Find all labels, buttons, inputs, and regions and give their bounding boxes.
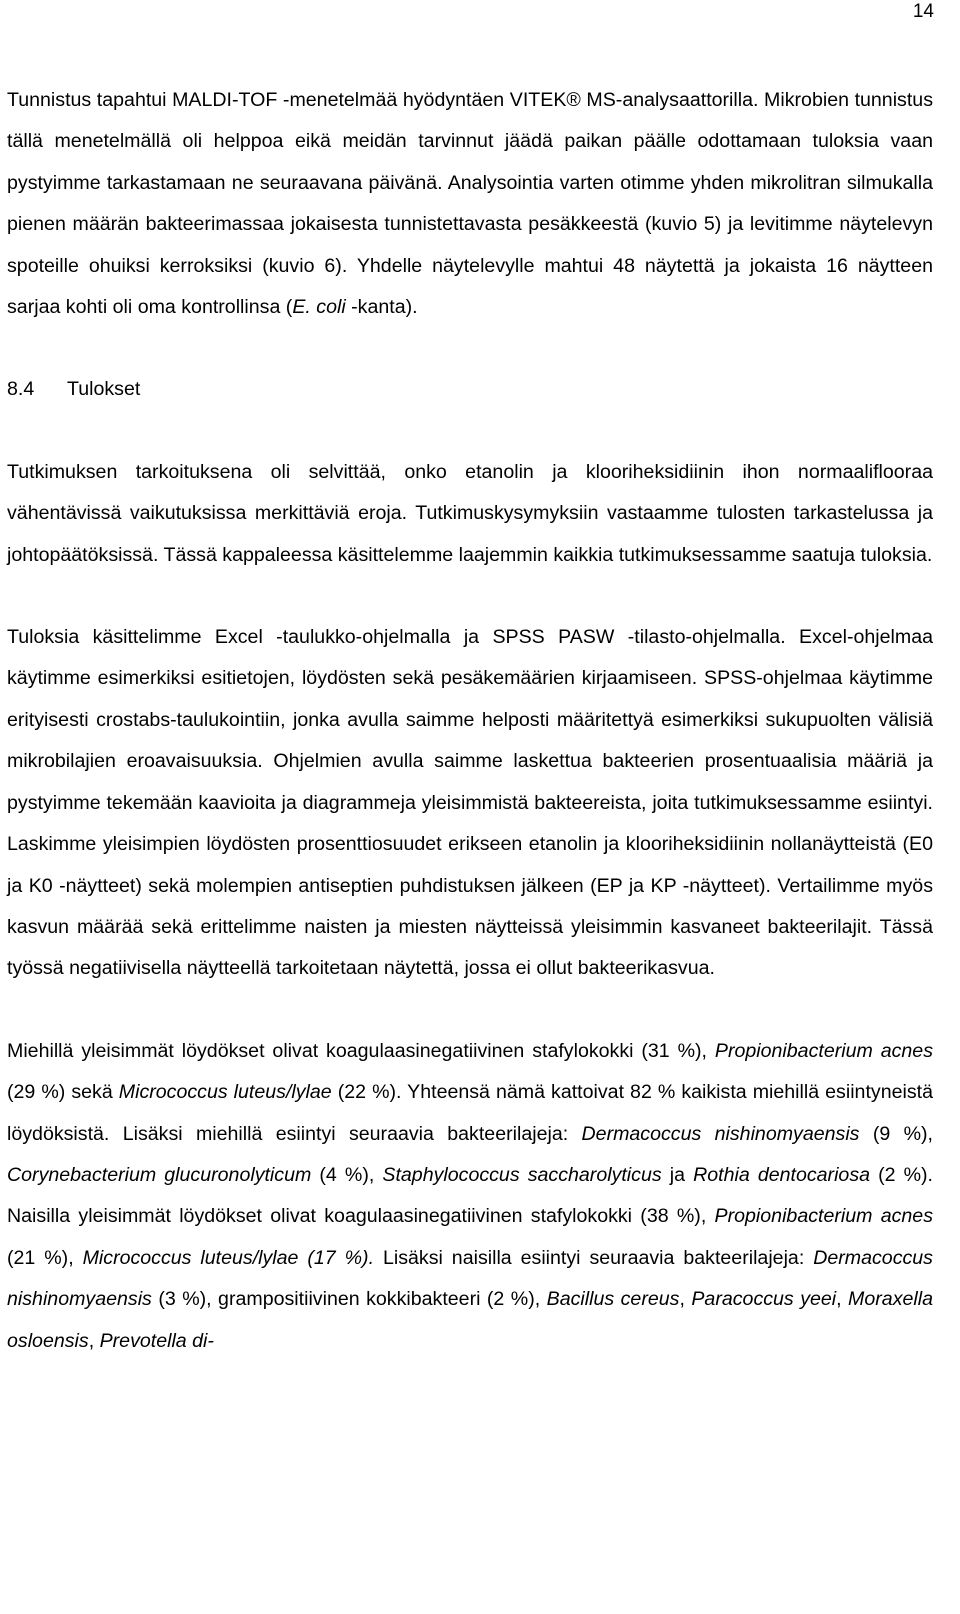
paragraph-text: Miehillä yleisimmät löydökset olivat koagulaasinegatiivinen stafylokokki (31 %), <box>7 1039 715 1062</box>
paragraph-text: (29 %) sekä <box>7 1081 119 1104</box>
paragraph-text: Tunnistus tapahtui MALDI-TOF -menetelmää hyödyntäen VITEK® MS-analysaattorilla. Mikrobien tunnistus tällä menetelmällä oli helppoa eikä meidän tarvinnut jäädä paikan päälle odottamaan tuloksia vaan pystyimme tarkastamaan ne seuraavana päivänä. Analysointia varten otimme yhden mikrolitran silmukalla pienen määrän bakteerimassaa jokaisesta tunnistettavasta pesäkkeestä (kuvio 5) ja levitimme näytelevyn spoteille ohuiksi kerroksiksi (kuvio 6). Yhdelle näytelevylle mahtui 48 näytettä ja jokaista 16 näytteen sarjaa kohti oli oma kontrollinsa ( <box>7 89 933 319</box>
species-name: Paracoccus yeei <box>691 1288 837 1311</box>
paragraph-purpose: Tutkimuksen tarkoituksena oli selvittää, onko etanolin ja klooriheksidiinin ihon normaaliflooraa vähentävissä vaikutuksissa merkittäviä eroja. Tutkimuskysymyksiin vastaamme tulosten tarkastelussa ja johtopäätöksissä. Tässä kappaleessa käsittelemme laajemmin kaikkia tutkimuksessamme saatuja tuloksia. <box>7 460 933 566</box>
paragraph-text: (21 %), <box>7 1246 83 1269</box>
paragraph-text: , <box>679 1288 692 1311</box>
species-name: Staphylococcus saccharolyticus <box>382 1163 662 1186</box>
paragraph-data-processing: Tuloksia käsittelimme Excel -taulukko-ohjelmalla ja SPSS PASW -tilasto-ohjelmalla. Excel-ohjelmaa käytimme esimerkiksi esitietojen, löydösten sekä pesäkemäärien kirjaamiseen. SPSS-ohjelmaa käytimme erityisesti crostabs-taulukointiin, jonka avulla saimme helposti määritettyä esimerkiksi sukupuolten välisiä mikrobilajien eroavaisuuksia. Ohjelmien avulla saimme laskettua bakteerien prosentuaalisia määriä ja pystyimme tekemään kaavioita ja diagrammeja yleisimmistä bakteereista, joita tutkimuksessamme esiintyi. Laskimme yleisimpien löydösten prosenttiosuudet erikseen etanolin ja klooriheksidiinin nollanäytteistä (E0 ja K0 -näytteet) sekä molempien antiseptien puhdistuksen jälkeen (EP ja KP -näytteet). Vertailimme myös kasvun määrää sekä erittelimme naisten ja miesten näytteissä yleisimmin kasvaneet bakteerilajit. Tässä työssä negatiivisella näytteellä tarkoitetaan näytettä, jossa ei ollut bakteerikasvua. <box>7 626 933 980</box>
species-name: Micrococcus luteus/lylae (17 %). <box>82 1246 375 1269</box>
species-name: Bacillus cereus <box>546 1288 680 1311</box>
species-name: Moraxella osloensis <box>7 1288 933 1352</box>
paragraph-text: (4 %), <box>311 1163 383 1186</box>
species-name: Corynebacterium glucuronolyticum <box>7 1163 312 1186</box>
paragraph-text: (3 %), grampositiivinen kokkibakteeri (2 %), <box>151 1288 547 1311</box>
species-name: Propionibacterium acnes <box>714 1205 933 1228</box>
document-body <box>7 80 933 1362</box>
species-name: Dermacoccus nishinomyaensis <box>581 1122 860 1145</box>
section-heading <box>7 369 933 410</box>
paragraph-text: , <box>88 1329 100 1352</box>
paragraph-text: (22 %). Yhteensä nämä kattoivat 82 % kaikista miehillä esiintyneistä löydöksistä. Lisäksi miehillä esiintyi seuraavia bakteerilajeja: <box>7 1081 933 1145</box>
paragraph-text: (9 %), <box>859 1122 933 1145</box>
paragraph-text: , <box>836 1288 849 1311</box>
species-name: Propionibacterium acnes <box>714 1039 933 1062</box>
paragraph-findings <box>7 1031 933 1362</box>
paragraph-text: (2 %). Naisilla yleisimmät löydökset olivat koagulaasinegatiivinen stafylokokki (38 %), <box>7 1163 934 1228</box>
paragraph-text: -kanta). <box>345 296 418 319</box>
species-name: Rothia dentocariosa <box>693 1163 871 1186</box>
species-name: Dermacoccus nishinomyaensis <box>7 1246 933 1311</box>
species-name: Prevotella di- <box>99 1329 214 1352</box>
paragraph-text: ja <box>661 1163 694 1186</box>
page-number: 14 <box>912 1 934 22</box>
paragraph-text: Lisäksi naisilla esiintyi seuraavia bakteerilajeja: <box>374 1246 814 1269</box>
section-title: Tulokset <box>67 378 141 401</box>
species-name: Micrococcus luteus/lylae <box>118 1081 332 1104</box>
species-name: E. coli <box>292 296 346 319</box>
section-number: 8.4 <box>7 378 35 401</box>
paragraph-identification-method <box>7 80 933 328</box>
